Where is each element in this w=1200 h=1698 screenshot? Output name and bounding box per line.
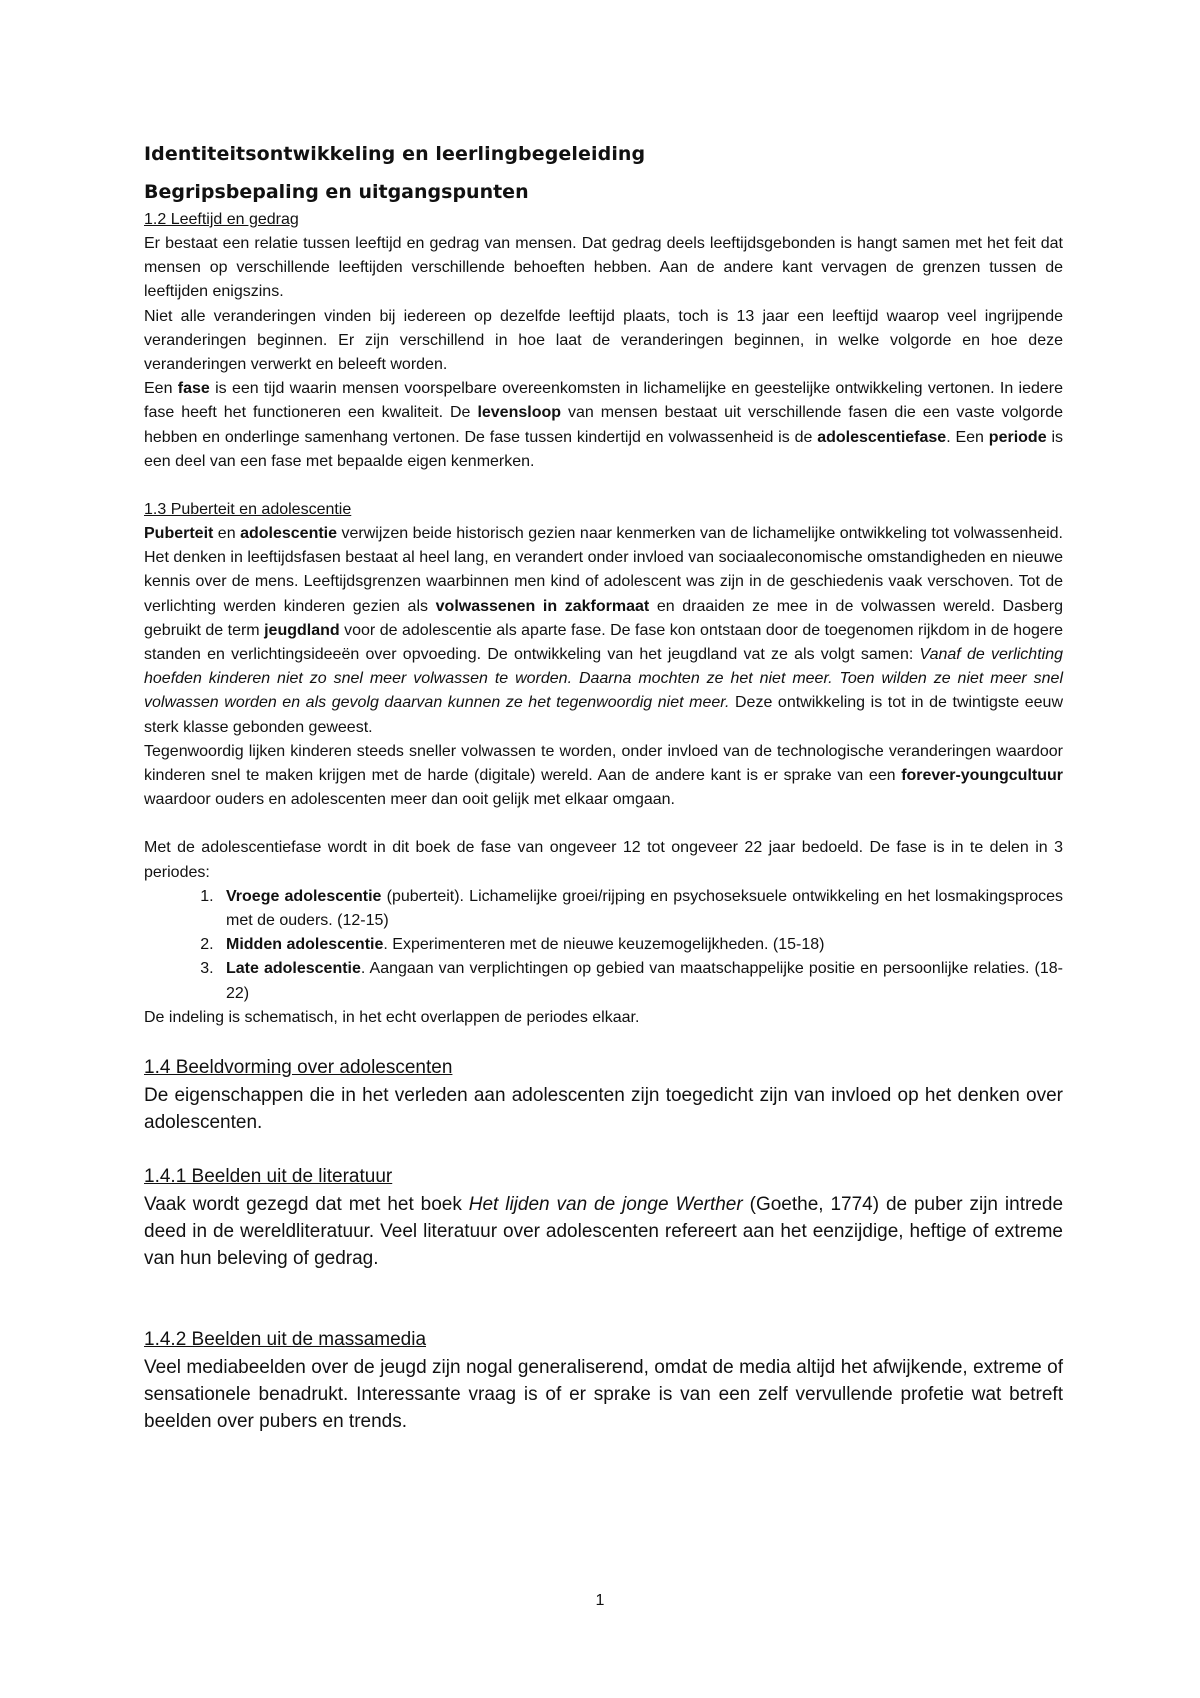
term-volwassenen-in-zakformaat: volwassenen in zakformaat — [435, 597, 650, 615]
list-item: 2. Midden adolescentie. Experimenteren met de nieuwe keuzemogelijkheden. (15-18) — [218, 933, 1063, 957]
term-adolescentiefase: adolescentiefase — [817, 428, 947, 446]
term-levensloop: levensloop — [477, 404, 562, 422]
term-fase: fase — [177, 380, 210, 398]
list-item: 3. Late adolescentie. Aangaan van verplichtingen op gebied van maatschappelijke positie en persoonlijke relaties. (18-22) — [218, 957, 1063, 1005]
list-item: 1. Vroege adolescentie (puberteit). Lichamelijke groei/rijping en psychoseksuele ontwikkeling en het losmakingsproces met de ouders. (12-15) — [218, 885, 1063, 933]
document-title: Identiteitsontwikkeling en leerlingbegeleiding — [144, 143, 646, 165]
paragraph: De eigenschappen die in het verleden aan adolescenten zijn toegedicht zijn van invloed op het denken over adolescenten. — [144, 1085, 1063, 1134]
term-puberteit: Puberteit — [144, 525, 214, 543]
section-heading: 1.4.1 Beelden uit de literatuur — [144, 1166, 393, 1188]
section-1-4-2 — [144, 1326, 1063, 1435]
section-1-2 — [144, 208, 1063, 474]
section-heading: 1.4 Beeldvorming over adolescenten — [144, 1057, 453, 1079]
section-1-3 — [144, 498, 1063, 1030]
paragraph: Vaak wordt gezegd dat met het boek Het lijden van de jonge Werther (Goethe, 1774) de puber zijn intrede deed in de wereldliteratuur. Veel literatuur over adolescenten refereert aan het eenzijdige, heftige of extreme van hun beleving of gedrag. — [144, 1194, 1064, 1270]
section-1-4-1 — [144, 1163, 1063, 1272]
book-title: Het lijden van de jonge Werther — [468, 1194, 743, 1216]
document-page — [144, 140, 1063, 1435]
term-forever-youngcultuur: forever-youngcultuur — [901, 767, 1063, 785]
paragraph: Veel mediabeelden over de jeugd zijn nogal generaliserend, omdat de media altijd het afwijkende, extreme of sensationele benadrukt. Interessante vraag is of er sprake is van een zelf vervullende profetie wat betreft beelden over pubers en trends. — [144, 1357, 1063, 1433]
paragraph: Puberteit en adolescentie verwijzen beide historisch gezien naar kenmerken van de lichamelijke ontwikkeling tot volwassenheid. Het denken in leeftijdsfasen bestaat al heel lang, en verandert onder invloed van sociaaleconomische omstandigheden en nieuwe kennis over de mens. Leeftijdsgrenzen waarbinnen men kind of adolescent was zijn in de geschiedenis vaak verschoven. Tot de verlichting werden kinderen gezien als volwassenen in zakformaat en draaiden ze mee in de volwassen wereld. Dasberg gebruikt de term jeugdland voor de adolescentie als aparte fase. De fase kon ontstaan door de toegenomen rijkdom in de hogere standen en verlichtingsideeën over opvoeding. De ontwikkeling van het jeugdland vat ze als volgt samen: Vanaf de verlichting hoefden kinderen niet zo snel meer volwassen te worden. Daarna mochten ze het niet meer. Toen wilden ze niet meer snel volwassen worden en als gevolg daarvan kunnen ze het tegenwoordig niet meer. Deze ontwikkeling is tot in de twintigste eeuw sterk klasse gebonden geweest. — [144, 525, 1064, 736]
document-subtitle: Begripsbepaling en uitgangspunten — [144, 181, 529, 203]
paragraph: Niet alle veranderingen vinden bij iedereen op dezelfde leeftijd plaats, toch is 13 jaar een leeftijd waarop veel ingrijpende veranderingen beginnen. Er zijn verschillend in hoe laat de veranderingen beginnen, in welke volgorde en hoe deze veranderingen verwerkt en beleeft worden. — [144, 307, 1063, 374]
section-heading: 1.4.2 Beelden uit de massamedia — [144, 1329, 427, 1351]
paragraph: Er bestaat een relatie tussen leeftijd en gedrag van mensen. Dat gedrag deels leeftijdsgebonden is hangt samen met het feit dat mensen op verschillende leeftijden verschillende behoeften hebben. Aan de andere kant vervagen de grenzen tussen de leeftijden enigszins. — [144, 235, 1063, 301]
periods-list — [144, 885, 1063, 1006]
section-heading: 1.2 Leeftijd en gedrag — [144, 211, 299, 228]
term-adolescentie: adolescentie — [240, 525, 338, 543]
term-periode: periode — [988, 428, 1047, 446]
page-number: 1 — [595, 1592, 605, 1609]
quote-dasberg: Vanaf de verlichting hoefden kinderen niet zo snel meer volwassen te worden. Daarna mochten ze het niet meer. Toen wilden ze niet meer snel volwassen worden en als gevolg daarvan kunnen ze het tegenwoordig niet meer. — [144, 646, 1063, 712]
paragraph: Tegenwoordig lijken kinderen steeds sneller volwassen te worden, onder invloed van de technologische veranderingen waardoor kinderen snel te maken krijgen met de harde (digitale) wereld. Aan de andere kant is er sprake van een forever-youngcultuur waardoor ouders en adolescenten meer dan ooit gelijk met elkaar omgaan. — [144, 742, 1063, 809]
paragraph: Met de adolescentiefase wordt in dit boek de fase van ongeveer 12 tot ongeveer 22 jaar bedoeld. De fase is in te delen in 3 periodes: — [144, 839, 1063, 881]
section-heading: 1.3 Puberteit en adolescentie — [144, 501, 352, 519]
paragraph: De indeling is schematisch, in het echt overlappen de periodes elkaar. — [144, 1008, 640, 1026]
section-1-4 — [144, 1054, 1063, 1136]
term-jeugdland: jeugdland — [264, 621, 340, 639]
paragraph: Een fase is een tijd waarin mensen voorspelbare overeenkomsten in lichamelijke en geestelijke ontwikkeling vertonen. In iedere fase heeft het functioneren een kwaliteit. De levensloop van mensen bestaat uit verschillende fasen die een vaste volgorde hebben en onderlinge samenhang vertonen. De fase tussen kindertijd en volwassenheid is de adolescentiefase. Een periode is een deel van een fase met bepaalde eigen kenmerken. — [144, 380, 1064, 470]
